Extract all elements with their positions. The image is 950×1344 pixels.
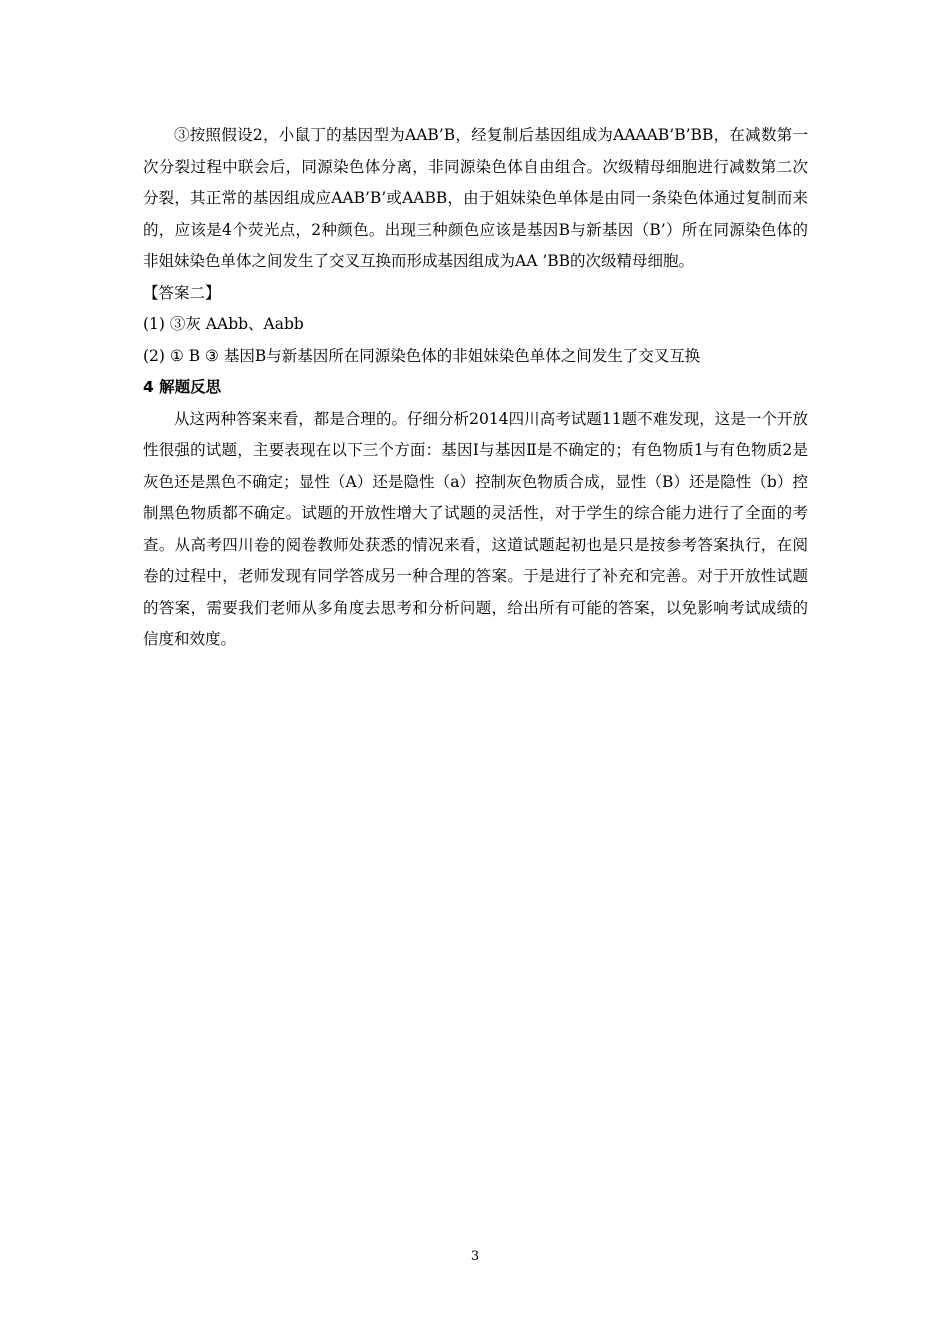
paragraph-reflection: 从这两种答案来看，都是合理的。仔细分析2014四川高考试题11题不难发现，这是一个开放性很强的试题，主要表现在以下三个方面：基因Ⅰ与基因Ⅱ是不确定的；有色物质1与有色物质2是灰色还是黑色不确定；显性（A）还是隐性（a）控制灰色物质合成，显性（B）还是隐性（b）控制黑色物质都不确定。试题的开放性增大了试题的灵活性，对于学生的综合能力进行了全面的考查。从高考四川卷的阅卷教师处获悉的情况来看，这道试题起初也是只是按参考答案执行，在阅卷的过程中，老师发现有同学答成另一种合理的答案。于是进行了补充和完善。对于开放性试题的答案，需要我们老师从多角度去思考和分析问题，给出所有可能的答案，以免影响考试成绩的信度和效度。 (143, 409, 808, 648)
page-number: 3 (470, 1249, 480, 1264)
answer-two-label: 【答案二】 (143, 283, 221, 302)
answer-line-2: (2) ① B ③ 基因B与新基因所在同源染色体的非姐妹染色单体之间发生了交叉互换 (143, 346, 701, 365)
document-body (143, 120, 808, 656)
paragraph-genotype-analysis: ③按照假设2，小鼠丁的基因型为AAB’B，经复制后基因组成为AAAAB’B’BB，在减数第一次分裂过程中联会后，同源染色体分离，非同源染色体自由组合。次级精母细胞进行减数第二次分裂，其正常的基因组成应AAB’B’或AABB，由于姐妹染色单体是由同一条染色体通过复制而来的，应该是4个荧光点，2种颜色。出现三种颜色应该是基因B与新基因（B’）所在同源染色体的非姐妹染色单体之间发生了交叉互换而形成基因组成为AA ’BB的次级精母细胞。 (143, 126, 808, 270)
answer-line-1: (1) ③灰 AAbb、Aabb (143, 315, 304, 333)
section-heading-reflection: 4 解题反思 (143, 378, 222, 396)
